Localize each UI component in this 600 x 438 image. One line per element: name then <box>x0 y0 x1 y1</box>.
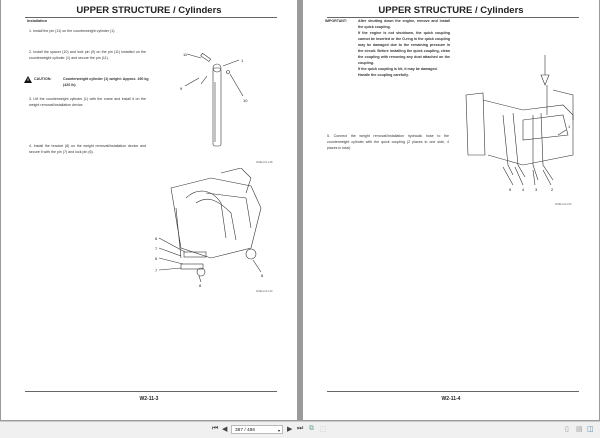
important-line: If the quick coupling is hit, it may be damaged. <box>358 67 438 71</box>
important-label: IMPORTANT: <box>325 19 347 23</box>
important-line: After shutting down the engine, remove and install the quick coupling. <box>358 19 450 29</box>
callout-8: 8 <box>199 283 202 288</box>
page-indicator: 387 / 486 <box>235 428 256 433</box>
right-page <box>303 0 599 420</box>
page-header: UPPER STRUCTURE / Cylinders <box>378 5 524 16</box>
viewer-toolbar <box>0 421 600 438</box>
step-1: 1. Install the pin (11) on the counterweight cylinder (1). <box>29 29 116 33</box>
copy-icon[interactable]: ⧉ <box>309 425 314 432</box>
page-number: W2-11-3 <box>139 396 159 402</box>
page-header: UPPER STRUCTURE / Cylinders <box>76 5 222 16</box>
step-5: 5. Connect the weight removal/installation hydraulic hose to the counterweight cylinder with the quick coupling (2 places in one side, 4 places in total). <box>327 134 449 150</box>
important-block <box>358 18 450 78</box>
important-line: Handle the coupling carefully. <box>358 73 409 77</box>
last-page-icon[interactable]: ⏭ <box>297 425 304 432</box>
cylinder-figure <box>171 52 271 152</box>
callout-6: 6 <box>155 236 158 241</box>
continuous-view-icon[interactable]: ▤ <box>576 426 583 433</box>
callout-9: 9 <box>180 86 183 91</box>
callout-1: 1 <box>241 58 244 63</box>
step-2: 2. Install the spacer (10) and lock pin (9) on the pin (11) installed on the counterweight cylinder (1) and secure the pin (11). <box>29 50 146 60</box>
figure-code: W2EH-01-150 <box>555 203 572 206</box>
header-rule <box>25 17 277 18</box>
caution-text: Counterweight cylinder (1) weight: Approx. 190 kg (420 lb) <box>63 77 149 87</box>
caution-label: CAUTION: <box>34 77 52 81</box>
callout-8b: 8 <box>261 273 264 278</box>
callout-11: 11 <box>183 52 188 57</box>
bracket-figure <box>151 168 281 288</box>
warning-icon <box>24 76 32 83</box>
important-line: If the engine is not shutdown, the quick coupling cannot be inserted or the O-ring in the quick coupling may be damaged due to the remaining pressure in the circuit. Before installing the quick coupling, clean the coupling with removing any dust attached on the coupling. <box>358 31 450 65</box>
page-number: W2-11-4 <box>441 396 461 402</box>
page-number-input[interactable] <box>231 425 283 434</box>
callout-5: 5 <box>509 187 512 192</box>
callout-10: 10 <box>243 98 248 103</box>
callout-7b: 7 <box>155 268 158 273</box>
two-page-view-icon[interactable]: ◫ <box>587 426 594 433</box>
rotate-icon[interactable]: ⬚ <box>320 426 327 433</box>
step-4: 4. Install the bracket (8) on the weight removal/installation device and secure it with the pin (7) and lock pin (6). <box>29 144 146 154</box>
chevron-down-icon[interactable]: ▾ <box>277 428 280 433</box>
footer-rule <box>327 391 579 392</box>
footer-rule <box>25 391 277 392</box>
figure-code: W2EH-01-149 <box>256 290 273 293</box>
prev-page-icon[interactable]: ◀ <box>222 426 228 433</box>
hose-figure <box>463 55 583 200</box>
first-page-icon[interactable]: ⏮ <box>212 425 219 432</box>
callout-6b: 6 <box>155 256 158 261</box>
section-title: Installation <box>27 19 48 23</box>
step-3: 3. Lift the counterweight cylinder (1) with the crane and install it on the weight removal/installation device. <box>29 97 146 107</box>
single-page-view-icon[interactable]: ▯ <box>565 426 569 433</box>
callout-7: 7 <box>155 246 158 251</box>
callout-4: 4 <box>522 187 525 192</box>
callout-1: 1 <box>568 124 571 129</box>
left-page <box>1 0 297 420</box>
callout-2: 2 <box>551 187 554 192</box>
next-page-icon[interactable]: ▶ <box>287 426 293 433</box>
figure-code: W2EH-01-148 <box>256 161 273 164</box>
callout-3: 3 <box>535 187 538 192</box>
